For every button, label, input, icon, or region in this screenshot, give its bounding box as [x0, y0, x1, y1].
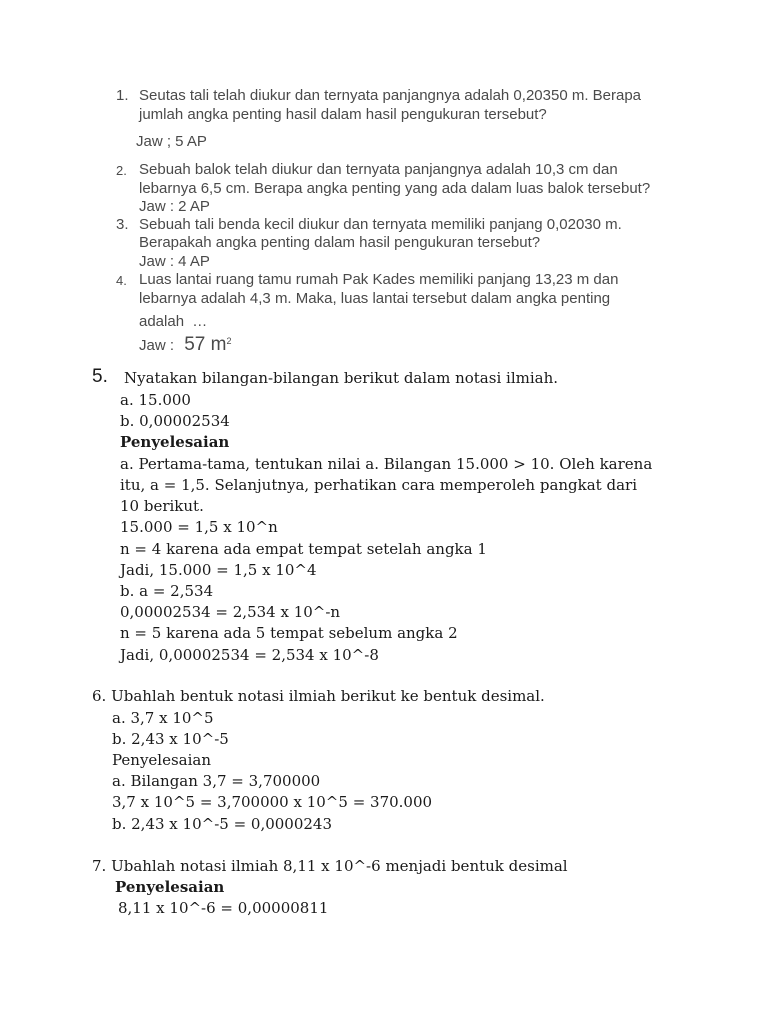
q4-number: 4.: [116, 273, 127, 288]
q4-ellipsis: …: [192, 313, 208, 330]
q5-line: Jadi, 0,00002534 = 2,534 x 10^-8: [120, 646, 379, 664]
q7-title: 7. Ubahlah notasi ilmiah 8,11 x 10^-6 menjadi bentuk desimal: [92, 857, 568, 875]
q3-line-2: Berapakah angka penting dalam hasil pengukuran tersebut?: [139, 234, 541, 251]
q5-line: 0,00002534 = 2,534 x 10^-n: [120, 603, 341, 621]
q5-line: b. a = 2,534: [120, 582, 214, 600]
q4-line-3: [139, 313, 207, 330]
q2-line-1: Sebuah balok telah diukur dan ternyata panjangnya adalah 10,3 cm dan: [139, 161, 618, 178]
q3-number: 3.: [116, 216, 129, 233]
q5-line: Jadi, 15.000 = 1,5 x 10^4: [120, 561, 317, 579]
q6-line: 3,7 x 10^5 = 3,700000 x 10^5 = 370.000: [112, 793, 433, 811]
q5-title: Nyatakan bilangan-bilangan berikut dalam notasi ilmiah.: [124, 369, 559, 387]
q1-line-2: jumlah angka penting hasil dalam hasil pengukuran tersebut?: [139, 106, 547, 123]
q5-solution-heading: Penyelesaian: [120, 433, 230, 451]
q3-line-1: Sebuah tali benda kecil diukur dan ternyata memiliki panjang 0,02030 m.: [139, 216, 622, 233]
q6-title: 6. Ubahlah bentuk notasi ilmiah berikut ke bentuk desimal.: [92, 687, 545, 705]
q1-line-1: Seutas tali telah diukur dan ternyata panjangnya adalah 0,20350 m. Berapa: [139, 87, 642, 104]
q7-solution-heading: Penyelesaian: [115, 878, 225, 896]
q5-number: 5.: [92, 366, 108, 387]
q3-answer: Jaw : 4 AP: [139, 253, 210, 270]
q4-answer-prefix: Jaw :: [139, 337, 175, 354]
q6-line: a. 3,7 x 10^5: [112, 709, 214, 727]
q2-answer: Jaw : 2 AP: [139, 198, 210, 215]
q4-line-3-text: adalah: [139, 313, 185, 330]
q6-line: b. 2,43 x 10^-5: [112, 730, 229, 748]
q7-line: 8,11 x 10^-6 = 0,00000811: [118, 899, 329, 917]
q2-line-2: lebarnya 6,5 cm. Berapa angka penting yang ada dalam luas balok tersebut?: [139, 180, 651, 197]
q5-line: 15.000 = 1,5 x 10^n: [120, 518, 278, 536]
q5-line: itu, a = 1,5. Selanjutnya, perhatikan cara memperoleh pangkat dari: [120, 476, 637, 494]
q6-line: b. 2,43 x 10^-5 = 0,0000243: [112, 815, 333, 833]
q5-line: n = 4 karena ada empat tempat setelah angka 1: [120, 540, 487, 558]
q4-line-2: lebarnya adalah 4,3 m. Maka, luas lantai tersebut dalam angka penting: [139, 290, 611, 307]
q5-line: 10 berikut.: [120, 497, 204, 515]
q1-number: 1.: [116, 87, 129, 104]
q4-answer-value: 57 m: [184, 334, 227, 355]
q2-number: 2.: [116, 163, 127, 178]
q4-answer-superscript: 2: [226, 336, 232, 346]
q1-answer: Jaw ; 5 AP: [136, 133, 207, 150]
q4-answer: [139, 334, 231, 356]
q5-line: a. 15.000: [120, 391, 191, 409]
q6-line: a. Bilangan 3,7 = 3,700000: [112, 772, 321, 790]
q5-line: b. 0,00002534: [120, 412, 230, 430]
q5-line: a. Pertama-tama, tentukan nilai a. Bilangan 15.000 > 10. Oleh karena: [120, 455, 653, 473]
q5-line: n = 5 karena ada 5 tempat sebelum angka 2: [120, 624, 458, 642]
q4-line-1: Luas lantai ruang tamu rumah Pak Kades memiliki panjang 13,23 m dan: [139, 271, 619, 288]
q6-solution-heading: Penyelesaian: [112, 751, 212, 769]
